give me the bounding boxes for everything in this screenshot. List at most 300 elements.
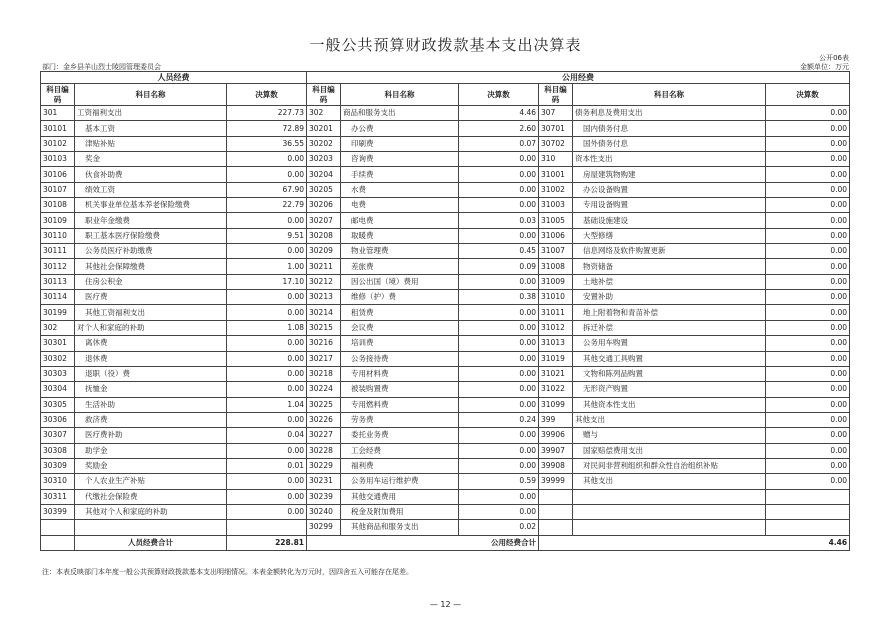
col-code: 科目编码 [539, 84, 573, 106]
table-row [41, 167, 850, 182]
amount-cell: 0.00 [459, 152, 539, 167]
name-cell: 医疗费补助 [75, 428, 227, 443]
code-cell: 30212 [307, 274, 341, 289]
name-cell: 手续费 [341, 167, 459, 182]
name-cell: 会议费 [341, 320, 459, 335]
name-cell: 电费 [341, 198, 459, 213]
table-row [41, 213, 850, 228]
name-cell: 助学金 [75, 443, 227, 458]
table-row [41, 443, 850, 458]
public-header: 公用经费 [307, 72, 850, 84]
amount-cell: 1.08 [227, 320, 307, 335]
name-cell: 职工基本医疗保险缴费 [75, 228, 227, 243]
code-cell: 30109 [41, 213, 75, 228]
amount-cell: 0.00 [766, 382, 850, 397]
code-cell: 31001 [539, 167, 573, 182]
code-cell: 31022 [539, 382, 573, 397]
amount-cell: 1.00 [227, 259, 307, 274]
amount-cell: 0.00 [766, 152, 850, 167]
table-row [41, 305, 850, 320]
name-cell: 公务接待费 [341, 351, 459, 366]
table-row [41, 198, 850, 213]
amount-cell: 0.07 [459, 136, 539, 151]
name-cell: 办公设备购置 [573, 182, 766, 197]
code-cell: 30302 [41, 351, 75, 366]
name-cell: 专用材料费 [341, 366, 459, 381]
code-cell: 30228 [307, 443, 341, 458]
amount-cell: 0.00 [459, 397, 539, 412]
code-cell: 30239 [307, 489, 341, 504]
amount-cell: 0.00 [227, 366, 307, 381]
name-cell: 商品和服务支出 [341, 106, 459, 121]
amount-cell: 0.00 [766, 182, 850, 197]
code-cell: 30217 [307, 351, 341, 366]
name-cell: 退休费 [75, 351, 227, 366]
code-cell: 30204 [307, 167, 341, 182]
name-cell: 办公费 [341, 121, 459, 136]
amount-cell [766, 489, 850, 504]
code-cell: 30216 [307, 336, 341, 351]
amount-cell: 0.00 [766, 458, 850, 473]
name-cell: 其他支出 [573, 412, 766, 427]
table-row [41, 182, 850, 197]
header-column-row [41, 84, 850, 106]
amount-cell: 0.00 [766, 121, 850, 136]
code-cell: 31002 [539, 182, 573, 197]
name-cell: 物业管理费 [341, 244, 459, 259]
name-cell: 国内债务付息 [573, 121, 766, 136]
amount-cell: 0.00 [227, 443, 307, 458]
code-cell: 30214 [307, 305, 341, 320]
code-cell: 399 [539, 412, 573, 427]
code-cell: 39999 [539, 474, 573, 489]
name-cell: 医疗费 [75, 290, 227, 305]
code-cell: 30309 [41, 458, 75, 473]
table-row [41, 366, 850, 381]
table-row [41, 136, 850, 151]
name-cell: 福利费 [341, 458, 459, 473]
code-cell: 30107 [41, 182, 75, 197]
code-cell: 31013 [539, 336, 573, 351]
name-cell: 咨询费 [341, 152, 459, 167]
report-title: 一般公共预算财政拨款基本支出决算表 [309, 36, 582, 54]
code-cell: 30304 [41, 382, 75, 397]
code-cell: 307 [539, 106, 573, 121]
name-cell: 邮电费 [341, 213, 459, 228]
name-cell: 安置补助 [573, 290, 766, 305]
amount-cell: 0.00 [227, 474, 307, 489]
amount-cell: 0.00 [766, 443, 850, 458]
amount-cell: 0.00 [766, 412, 850, 427]
table-row [41, 106, 850, 121]
amount-cell: 0.00 [766, 320, 850, 335]
name-cell: 工资福利支出 [75, 106, 227, 121]
name-cell: 国家赔偿费用支出 [573, 443, 766, 458]
code-cell: 30702 [539, 136, 573, 151]
personnel-total-value: 228.81 [227, 535, 307, 550]
name-cell: 委托业务费 [341, 428, 459, 443]
amount-cell: 0.00 [766, 167, 850, 182]
code-cell: 39908 [539, 458, 573, 473]
name-cell: 其他商品和服务支出 [341, 520, 459, 535]
amount-cell: 0.00 [459, 458, 539, 473]
code-cell: 30201 [307, 121, 341, 136]
name-cell: 专用燃料费 [341, 397, 459, 412]
name-cell: 文物和陈列品购置 [573, 366, 766, 381]
amount-cell: 0.00 [459, 443, 539, 458]
name-cell: 离休费 [75, 336, 227, 351]
name-cell: 赠与 [573, 428, 766, 443]
code-cell: 39907 [539, 443, 573, 458]
name-cell: 劳务费 [341, 412, 459, 427]
col-amount: 决算数 [459, 84, 539, 106]
table-row [41, 290, 850, 305]
name-cell: 公务员医疗补助缴费 [75, 244, 227, 259]
amount-cell [227, 520, 307, 535]
code-cell: 30209 [307, 244, 341, 259]
code-cell: 30299 [307, 520, 341, 535]
col-name: 科目名称 [75, 84, 227, 106]
col-amount: 决算数 [766, 84, 850, 106]
totals-row [41, 535, 850, 550]
code-cell [41, 520, 75, 535]
amount-cell: 0.00 [766, 136, 850, 151]
name-cell: 地上附着物和青苗补偿 [573, 305, 766, 320]
code-cell: 30308 [41, 443, 75, 458]
code-cell: 31019 [539, 351, 573, 366]
amount-cell: 0.04 [227, 428, 307, 443]
amount-cell [766, 504, 850, 519]
code-cell: 30114 [41, 290, 75, 305]
code-cell: 30213 [307, 290, 341, 305]
amount-cell: 0.38 [459, 290, 539, 305]
name-cell: 水费 [341, 182, 459, 197]
table-row [41, 152, 850, 167]
code-cell: 30207 [307, 213, 341, 228]
amount-cell: 0.00 [766, 213, 850, 228]
amount-cell: 0.00 [766, 474, 850, 489]
code-cell: 30306 [41, 412, 75, 427]
code-cell: 30203 [307, 152, 341, 167]
name-cell: 税金及附加费用 [341, 504, 459, 519]
name-cell: 培训费 [341, 336, 459, 351]
public-total-label: 公用经费合计 [307, 535, 539, 550]
code-cell: 31010 [539, 290, 573, 305]
name-cell: 房屋建筑物购建 [573, 167, 766, 182]
amount-cell: 4.46 [459, 106, 539, 121]
code-cell: 302 [41, 320, 75, 335]
code-cell: 30206 [307, 198, 341, 213]
code-cell: 30108 [41, 198, 75, 213]
amount-cell: 0.00 [227, 167, 307, 182]
code-cell: 30113 [41, 274, 75, 289]
code-cell: 30399 [41, 504, 75, 519]
name-cell: 公务用车运行维护费 [341, 474, 459, 489]
code-cell: 30305 [41, 397, 75, 412]
table-row [41, 458, 850, 473]
code-cell: 30218 [307, 366, 341, 381]
amount-cell: 0.00 [459, 428, 539, 443]
code-cell: 31012 [539, 320, 573, 335]
department-label: 部门：金乡县羊山烈士陵园管理委员会 [42, 63, 161, 71]
table-row [41, 228, 850, 243]
amount-cell: 0.45 [459, 244, 539, 259]
amount-cell: 0.00 [459, 351, 539, 366]
name-cell: 其他支出 [573, 474, 766, 489]
amount-cell: 36.55 [227, 136, 307, 151]
name-cell: 其他对个人和家庭的补助 [75, 504, 227, 519]
name-cell: 无形资产购置 [573, 382, 766, 397]
amount-cell: 0.00 [459, 167, 539, 182]
name-cell: 其他社会保障缴费 [75, 259, 227, 274]
amount-cell: 0.00 [227, 351, 307, 366]
table-row [41, 504, 850, 519]
table-row [41, 412, 850, 427]
amount-cell: 0.00 [459, 305, 539, 320]
amount-cell: 22.79 [227, 198, 307, 213]
name-cell: 资本性支出 [573, 152, 766, 167]
code-cell: 30202 [307, 136, 341, 151]
code-cell: 31006 [539, 228, 573, 243]
name-cell: 住房公积金 [75, 274, 227, 289]
amount-cell: 1.04 [227, 397, 307, 412]
name-cell: 专用设备购置 [573, 198, 766, 213]
name-cell: 其他交通费用 [341, 489, 459, 504]
code-cell: 31009 [539, 274, 573, 289]
footnote: 注：本表反映部门本年度一般公共预算财政拨款基本支出明细情况。本表金额转化为万元时，因四舍五入可能存在尾差。 [42, 568, 413, 576]
amount-cell: 0.00 [766, 397, 850, 412]
code-cell: 301 [41, 106, 75, 121]
name-cell: 奖金 [75, 152, 227, 167]
code-cell: 30101 [41, 121, 75, 136]
amount-cell: 0.00 [766, 228, 850, 243]
name-cell: 退职（役）费 [75, 366, 227, 381]
code-cell: 30303 [41, 366, 75, 381]
code-cell: 30102 [41, 136, 75, 151]
name-cell: 信息网络及软件购置更新 [573, 244, 766, 259]
code-cell: 30215 [307, 320, 341, 335]
code-cell: 30226 [307, 412, 341, 427]
amount-cell: 0.00 [227, 412, 307, 427]
amount-cell: 0.00 [459, 504, 539, 519]
amount-cell: 0.00 [766, 305, 850, 320]
col-code: 科目编码 [307, 84, 341, 106]
name-cell: 其他交通工具购置 [573, 351, 766, 366]
code-cell: 31011 [539, 305, 573, 320]
header-group-row [41, 72, 850, 84]
personnel-total-label: 人员经费合计 [75, 535, 227, 550]
amount-cell: 0.00 [766, 366, 850, 381]
code-cell [539, 504, 573, 519]
name-cell [75, 520, 227, 535]
name-cell: 其他资本性支出 [573, 397, 766, 412]
amount-cell: 0.00 [227, 290, 307, 305]
table-row [41, 244, 850, 259]
table-body [41, 106, 850, 536]
name-cell: 救济费 [75, 412, 227, 427]
name-cell: 物资储备 [573, 259, 766, 274]
amount-cell: 0.00 [227, 213, 307, 228]
name-cell: 债务利息及费用支出 [573, 106, 766, 121]
col-name: 科目名称 [573, 84, 766, 106]
amount-cell: 227.73 [227, 106, 307, 121]
code-cell: 30211 [307, 259, 341, 274]
personnel-header: 人员经费 [41, 72, 307, 84]
code-cell: 30311 [41, 489, 75, 504]
name-cell [573, 489, 766, 504]
name-cell: 印刷费 [341, 136, 459, 151]
code-cell: 30112 [41, 259, 75, 274]
amount-cell: 0.09 [459, 259, 539, 274]
name-cell: 抚恤金 [75, 382, 227, 397]
amount-cell: 0.00 [766, 274, 850, 289]
code-cell: 30231 [307, 474, 341, 489]
code-cell: 302 [307, 106, 341, 121]
name-cell: 机关事业单位基本养老保险缴费 [75, 198, 227, 213]
amount-cell: 0.00 [766, 106, 850, 121]
table-row [41, 320, 850, 335]
amount-cell: 17.10 [227, 274, 307, 289]
amount-cell: 0.24 [459, 412, 539, 427]
code-cell: 31021 [539, 366, 573, 381]
amount-cell: 0.00 [766, 336, 850, 351]
code-cell: 30225 [307, 397, 341, 412]
table-row [41, 474, 850, 489]
amount-cell [766, 520, 850, 535]
amount-cell: 0.01 [227, 458, 307, 473]
col-name: 科目名称 [341, 84, 459, 106]
table-row [41, 121, 850, 136]
code-cell [539, 489, 573, 504]
form-code: 公开06表 [819, 54, 849, 62]
code-cell: 30227 [307, 428, 341, 443]
name-cell: 代缴社会保险费 [75, 489, 227, 504]
amount-cell: 9.51 [227, 228, 307, 243]
name-cell: 因公出国（境）费用 [341, 274, 459, 289]
name-cell [573, 520, 766, 535]
code-cell: 30240 [307, 504, 341, 519]
name-cell: 被装购置费 [341, 382, 459, 397]
amount-cell: 0.00 [766, 351, 850, 366]
code-cell [539, 520, 573, 535]
amount-cell: 0.00 [459, 336, 539, 351]
code-cell: 30301 [41, 336, 75, 351]
amount-cell: 0.03 [459, 213, 539, 228]
amount-cell: 0.00 [227, 336, 307, 351]
amount-cell: 0.00 [766, 259, 850, 274]
name-cell: 基本工资 [75, 121, 227, 136]
name-cell: 对民间非营利组织和群众性自治组织补贴 [573, 458, 766, 473]
amount-cell: 0.00 [227, 152, 307, 167]
code-cell: 30307 [41, 428, 75, 443]
amount-cell: 0.02 [459, 520, 539, 535]
amount-cell: 0.00 [766, 244, 850, 259]
name-cell: 个人农业生产补贴 [75, 474, 227, 489]
code-cell: 30111 [41, 244, 75, 259]
amount-cell: 0.00 [459, 182, 539, 197]
name-cell [573, 504, 766, 519]
code-cell: 30110 [41, 228, 75, 243]
amount-cell: 0.00 [227, 305, 307, 320]
amount-cell: 0.00 [459, 382, 539, 397]
code-cell: 30224 [307, 382, 341, 397]
name-cell: 维修（护）费 [341, 290, 459, 305]
unit-label: 金额单位：万元 [800, 63, 849, 71]
amount-cell: 0.00 [459, 274, 539, 289]
code-cell: 30229 [307, 458, 341, 473]
code-cell: 31003 [539, 198, 573, 213]
code-cell: 30701 [539, 121, 573, 136]
name-cell: 工会经费 [341, 443, 459, 458]
table-row [41, 428, 850, 443]
page-number: — 12 — [429, 600, 462, 609]
col-amount: 决算数 [227, 84, 307, 106]
amount-cell: 0.00 [459, 366, 539, 381]
table-row [41, 274, 850, 289]
amount-cell: 0.00 [459, 489, 539, 504]
name-cell: 租赁费 [341, 305, 459, 320]
amount-cell: 0.00 [766, 290, 850, 305]
code-cell: 39906 [539, 428, 573, 443]
amount-cell: 0.00 [766, 198, 850, 213]
amount-cell: 0.00 [459, 198, 539, 213]
amount-cell: 67.90 [227, 182, 307, 197]
code-cell: 31005 [539, 213, 573, 228]
name-cell: 津贴补贴 [75, 136, 227, 151]
name-cell: 国外债务付息 [573, 136, 766, 151]
amount-cell: 0.00 [459, 228, 539, 243]
code-cell: 30208 [307, 228, 341, 243]
code-cell: 30106 [41, 167, 75, 182]
code-cell: 30199 [41, 305, 75, 320]
amount-cell: 0.00 [766, 428, 850, 443]
amount-cell: 0.00 [227, 244, 307, 259]
code-cell: 30310 [41, 474, 75, 489]
amount-cell: 0.59 [459, 474, 539, 489]
table-row [41, 351, 850, 366]
amount-cell: 0.00 [459, 320, 539, 335]
code-cell: 31099 [539, 397, 573, 412]
table-row [41, 259, 850, 274]
table-row [41, 382, 850, 397]
name-cell: 生活补助 [75, 397, 227, 412]
code-cell: 31007 [539, 244, 573, 259]
name-cell: 公务用车购置 [573, 336, 766, 351]
col-code: 科目编码 [41, 84, 75, 106]
code-cell: 31008 [539, 259, 573, 274]
name-cell: 奖励金 [75, 458, 227, 473]
name-cell: 伙食补助费 [75, 167, 227, 182]
amount-cell: 72.89 [227, 121, 307, 136]
name-cell: 基础设施建设 [573, 213, 766, 228]
amount-cell: 0.00 [227, 382, 307, 397]
name-cell: 取暖费 [341, 228, 459, 243]
name-cell: 拆迁补偿 [573, 320, 766, 335]
code-cell: 310 [539, 152, 573, 167]
expenditure-table [40, 71, 850, 551]
table-row [41, 397, 850, 412]
name-cell: 大型修缮 [573, 228, 766, 243]
amount-cell: 0.00 [227, 504, 307, 519]
code-cell: 30103 [41, 152, 75, 167]
amount-cell: 0.00 [227, 489, 307, 504]
name-cell: 绩效工资 [75, 182, 227, 197]
amount-cell: 2.60 [459, 121, 539, 136]
table-row [41, 520, 850, 535]
name-cell: 其他工资福利支出 [75, 305, 227, 320]
table-row [41, 489, 850, 504]
name-cell: 对个人和家庭的补助 [75, 320, 227, 335]
